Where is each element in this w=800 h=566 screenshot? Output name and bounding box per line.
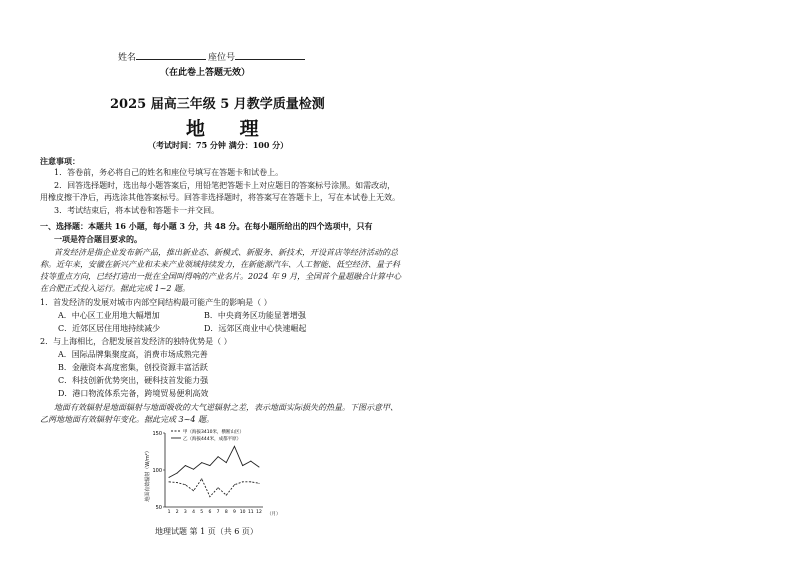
notice-item-2-cont: 用橡皮擦干净后，再选涂其他答案标号。回答非选择题时，将答案写在答题卡上，写在本试卷上无效。 <box>40 193 400 202</box>
chart-axes <box>165 433 263 507</box>
data-point-jia-2 <box>177 482 178 483</box>
x-tick-label-2: 2 <box>175 510 179 515</box>
seat-label: 座位号 <box>208 53 236 63</box>
section1-heading-cont: 一项是符合题目要求的。 <box>54 234 142 244</box>
q1-option-d: D．远郊区商业中心快速崛起 <box>204 324 307 333</box>
x-tick-labels <box>168 509 262 515</box>
passage1-line-2: 称。近年来，安徽在新兴产业和未来产业领域持续发力，在新能源汽车、人工智能、低空经济、量子科 <box>40 260 400 269</box>
passage1-line-4: 在合肥正式投入运行。据此完成 1~2 题。 <box>40 284 190 293</box>
page-footer: 地理试题 第 1 页（共 6 页） <box>155 527 258 536</box>
q1-option-b: B．中央商务区功能显著增强 <box>204 311 306 320</box>
q2-option-a: A．国际品牌集聚度高，消费市场成熟完善 <box>58 350 208 359</box>
x-tick-label-3: 3 <box>183 510 187 515</box>
series-line-jia <box>169 479 259 497</box>
exam-info: （考试时间：75 分钟 满分：100 分） <box>148 140 289 150</box>
q1-option-a: A．中心区工业用地大幅增加 <box>58 311 160 320</box>
q2-option-d: D．港口物流体系完备，跨境贸易便利高效 <box>58 389 209 398</box>
data-point-yi-6 <box>209 465 210 466</box>
data-point-yi-1 <box>169 477 170 478</box>
chart-legend <box>171 428 244 442</box>
legend-label-yi: 乙（海拔444米，成都平原） <box>183 437 242 442</box>
data-point-yi-9 <box>234 446 235 447</box>
exam-title: 2025 届高三年级 5 月教学质量检测 <box>110 97 325 112</box>
passage1-line-3: 技等重点方向，已经打造出一批在全国叫得响的产业名片。2024 年 9 月，全国首个量超融合计算中心 <box>40 272 402 281</box>
data-point-jia-7 <box>218 487 219 488</box>
x-tick-label-1: 1 <box>167 510 171 515</box>
notice-item-3: 3．考试结束后，将本试卷和答题卡一并交回。 <box>54 206 220 215</box>
name-field <box>118 50 206 64</box>
y-axis-label: 地面有效辐射（W/m²） <box>145 448 151 502</box>
data-point-yi-5 <box>201 462 202 463</box>
data-point-jia-3 <box>185 484 186 485</box>
data-point-jia-8 <box>226 495 227 496</box>
answer-warning: （在此卷上答题无效） <box>160 68 251 78</box>
seat-blank <box>235 50 305 60</box>
q1-option-c: C．近郊区居住用地持续减少 <box>58 324 161 333</box>
x-tick-label-4: 4 <box>192 510 195 515</box>
y-tick-label-50: 50 <box>155 504 162 511</box>
q2-stem: 2．与上海相比，合肥发展首发经济的独特优势是（ ） <box>40 337 232 346</box>
data-point-jia-6 <box>209 496 210 497</box>
x-tick-label-12: 12 <box>256 510 262 515</box>
passage2-line-1: 地面有效辐射是地面辐射与地面吸收的大气逆辐射之差，表示地面实际损失的热量。下图示意甲、 <box>54 403 398 412</box>
x-tick-label-6: 6 <box>208 510 212 515</box>
radiation-line-chart <box>135 425 285 520</box>
notice-item-2: 2．回答选择题时，选出每小题答案后，用铅笔把答题卡上对应题目的答案标号涂黑。如需改动， <box>54 181 396 190</box>
data-point-jia-11 <box>250 481 251 482</box>
name-label: 姓名 <box>118 53 137 63</box>
data-point-yi-7 <box>218 456 219 457</box>
notice-item-1: 1．答卷前，务必将自己的姓名和座位号填写在答题卡和试卷上。 <box>54 168 284 177</box>
y-tick-label-100: 100 <box>152 467 162 474</box>
x-tick-label-7: 7 <box>216 510 220 515</box>
data-point-yi-2 <box>177 472 178 473</box>
data-point-yi-10 <box>242 465 243 466</box>
chart-series <box>169 446 260 497</box>
data-point-jia-1 <box>169 481 170 482</box>
data-point-jia-12 <box>259 483 260 484</box>
passage2-line-2: 乙两地地面有效辐射年变化。据此完成 3~4 题。 <box>40 415 214 424</box>
seat-field <box>208 50 305 64</box>
data-point-yi-8 <box>226 462 227 463</box>
q2-option-c: C．科技创新优势突出，硬科技首发能力强 <box>58 376 209 385</box>
data-point-yi-11 <box>250 461 251 462</box>
notice-heading: 注意事项： <box>40 156 80 166</box>
section1-heading: 一、选择题：本题共 16 小题，每小题 3 分，共 48 分。在每小题所给出的四个选项中，只有 <box>40 221 373 231</box>
name-blank <box>136 50 206 60</box>
x-axis-unit: （月） <box>267 512 281 517</box>
x-tick-label-10: 10 <box>239 510 246 515</box>
y-tick-label-150: 150 <box>152 430 162 437</box>
subject-title: 地 理 <box>186 118 273 140</box>
data-point-yi-3 <box>185 465 186 466</box>
data-point-jia-10 <box>242 481 243 482</box>
passage1-line-1: 首发经济是指企业发布新产品，推出新业态、新模式、新服务、新技术，开设首店等经济活动的总 <box>54 248 398 257</box>
x-tick-label-11: 11 <box>247 510 254 515</box>
data-point-jia-9 <box>234 484 235 485</box>
q2-option-b: B．金融资本高度密集，创投资源丰富活跃 <box>58 363 208 372</box>
x-tick-label-5: 5 <box>200 510 204 515</box>
data-point-yi-4 <box>193 469 194 470</box>
data-point-jia-4 <box>193 490 194 491</box>
series-line-yi <box>169 446 259 477</box>
data-point-jia-5 <box>201 478 202 479</box>
x-tick-label-8: 8 <box>224 510 228 515</box>
data-point-yi-12 <box>259 467 260 468</box>
x-tick-label-9: 9 <box>233 510 236 515</box>
q1-stem: 1．首发经济的发展对城市内部空间结构最可能产生的影响是（ ） <box>40 298 272 307</box>
y-tick-labels <box>152 431 165 511</box>
legend-label-jia: 甲（海拔3410米，横断山区） <box>183 430 244 435</box>
